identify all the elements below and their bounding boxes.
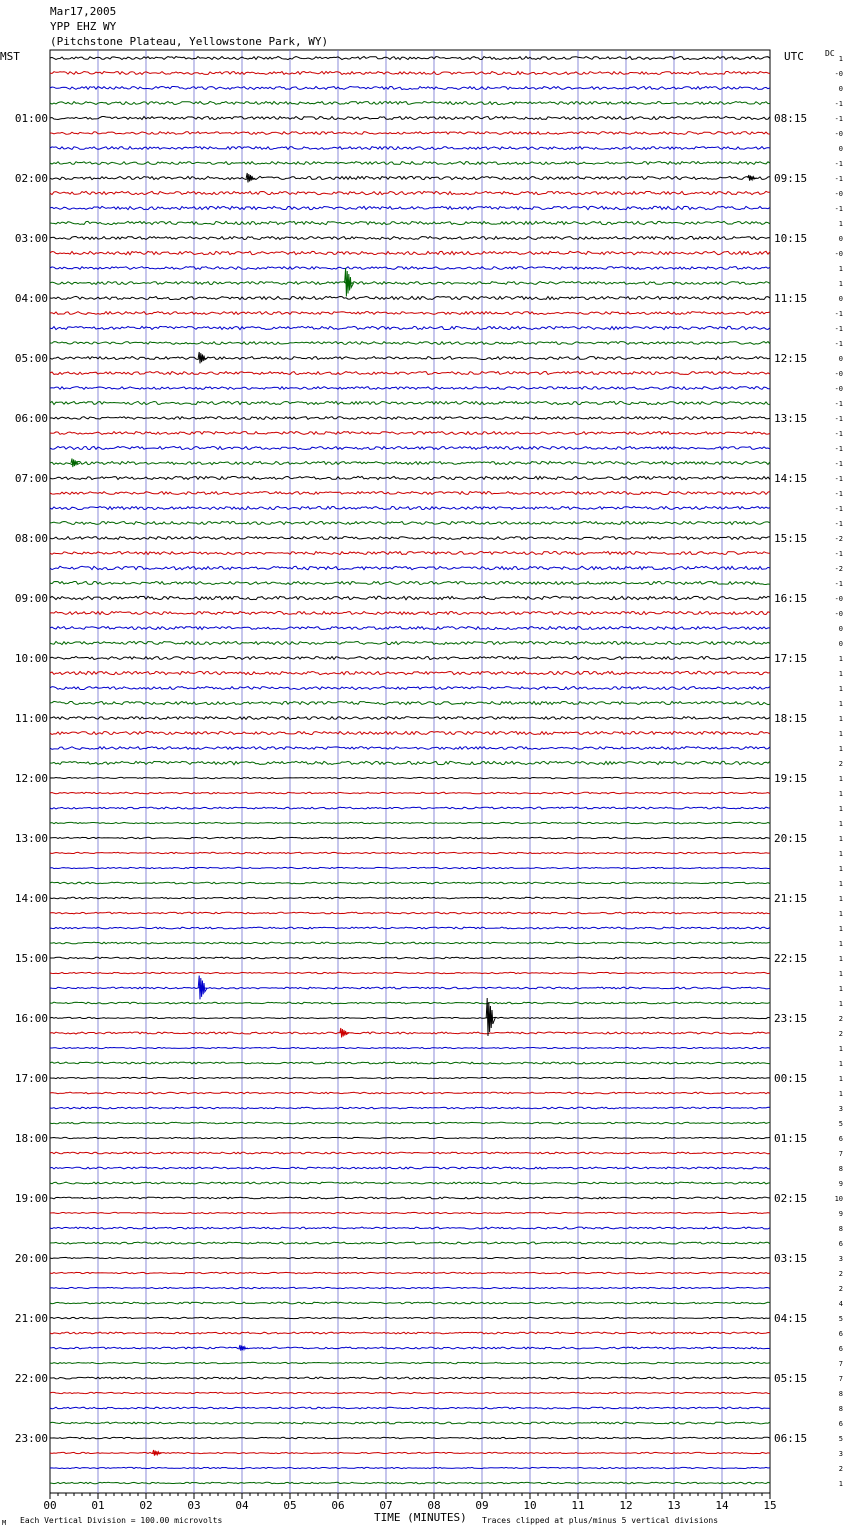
dc-offset-value: 2 <box>838 1270 843 1278</box>
dc-offset-value: 6 <box>838 1135 843 1143</box>
trace-line <box>50 897 770 899</box>
dc-offset-value: -1 <box>834 115 843 123</box>
dc-offset-value: -0 <box>834 190 843 198</box>
trace-line <box>50 582 770 585</box>
dc-offset-value: -1 <box>834 415 843 423</box>
utc-hour-label: 02:15 <box>774 1192 808 1205</box>
dc-offset-value: 10 <box>834 1195 843 1203</box>
x-tick-label: 04 <box>235 1499 249 1512</box>
utc-axis-label: UTC <box>784 50 804 63</box>
dc-offset-value: -0 <box>834 250 843 258</box>
trace-line <box>50 867 770 868</box>
mst-hour-label: 16:00 <box>14 1012 48 1025</box>
mst-hour-label: 02:00 <box>14 172 48 185</box>
dc-offset-value: 0 <box>838 145 843 153</box>
trace-line <box>50 87 770 90</box>
dc-offset-value: 1 <box>838 1075 843 1083</box>
dc-offset-value: 1 <box>838 55 843 63</box>
trace-line <box>50 1077 770 1078</box>
dc-offset-value: -2 <box>834 565 843 573</box>
dc-offset-value: 6 <box>838 1330 843 1338</box>
dc-offset-value: 8 <box>838 1405 843 1413</box>
dc-offset-value: 9 <box>838 1180 843 1188</box>
trace-line <box>50 342 770 345</box>
header-station: YPP EHZ WY <box>50 20 117 33</box>
seismic-event <box>345 268 354 297</box>
trace-line <box>50 717 770 720</box>
trace-line <box>50 1227 770 1229</box>
dc-offset-value: 1 <box>838 655 843 663</box>
mst-hour-label: 22:00 <box>14 1372 48 1385</box>
trace-line <box>50 657 770 660</box>
utc-hour-label: 10:15 <box>774 232 808 245</box>
utc-hour-label: 22:15 <box>774 952 808 965</box>
dc-offset-value: -1 <box>834 445 843 453</box>
dc-offset-value: 1 <box>838 970 843 978</box>
dc-offset-value: 1 <box>838 1480 843 1488</box>
mst-hour-label: 03:00 <box>14 232 48 245</box>
dc-offset-value: 1 <box>838 805 843 813</box>
trace-line <box>50 747 770 750</box>
trace-line <box>50 957 770 959</box>
utc-hour-label: 17:15 <box>774 652 808 665</box>
trace-line <box>50 566 770 569</box>
trace-line <box>50 1092 770 1094</box>
mst-hour-label: 14:00 <box>14 892 48 905</box>
dc-offset-value: 8 <box>838 1390 843 1398</box>
dc-offset-value: 1 <box>838 1000 843 1008</box>
dc-offset-value: 1 <box>838 820 843 828</box>
trace-line <box>50 1377 770 1379</box>
dc-offset-value: -1 <box>834 490 843 498</box>
dc-offset-value: -1 <box>834 460 843 468</box>
dc-offset-value: 1 <box>838 685 843 693</box>
dc-label: DC <box>825 49 835 58</box>
dc-offset-value: 1 <box>838 880 843 888</box>
utc-hour-label: 14:15 <box>774 472 808 485</box>
dc-offset-value: 7 <box>838 1375 843 1383</box>
dc-offset-value: 1 <box>838 1060 843 1068</box>
x-tick-label: 15 <box>763 1499 777 1512</box>
trace-line <box>50 147 770 150</box>
utc-hour-label: 16:15 <box>774 592 808 605</box>
trace-line <box>50 687 770 690</box>
trace-line <box>50 372 770 375</box>
trace-line <box>50 506 770 509</box>
dc-offset-value: 3 <box>838 1450 843 1458</box>
dc-offset-value: 1 <box>838 265 843 273</box>
dc-offset-value: 1 <box>838 700 843 708</box>
dc-offset-value: -1 <box>834 100 843 108</box>
dc-offset-value: 1 <box>838 280 843 288</box>
x-tick-label: 14 <box>715 1499 729 1512</box>
trace-line <box>50 176 770 179</box>
dc-offset-value: 8 <box>838 1165 843 1173</box>
utc-hour-label: 05:15 <box>774 1372 808 1385</box>
mst-axis-label: MST <box>0 50 20 63</box>
trace-line <box>50 552 770 555</box>
mst-hour-label: 08:00 <box>14 532 48 545</box>
plot-frame <box>50 50 770 1493</box>
utc-hour-label: 04:15 <box>774 1312 808 1325</box>
trace-line <box>50 912 770 914</box>
dc-offset-value: 1 <box>838 730 843 738</box>
trace-line <box>50 461 770 464</box>
dc-offset-value: -1 <box>834 175 843 183</box>
dc-offset-value: 2 <box>838 760 843 768</box>
trace-line <box>50 447 770 450</box>
trace-line <box>50 326 770 329</box>
header-location: (Pitchstone Plateau, Yellowstone Park, WY) <box>50 35 329 48</box>
trace-line <box>50 1212 770 1213</box>
trace-line <box>50 731 770 734</box>
dc-offset-value: -1 <box>834 520 843 528</box>
utc-hour-label: 18:15 <box>774 712 808 725</box>
trace-line <box>50 807 770 809</box>
dc-offset-value: -1 <box>834 505 843 513</box>
dc-offset-value: 1 <box>838 220 843 228</box>
dc-offset-value: 1 <box>838 835 843 843</box>
trace-line <box>50 1467 770 1468</box>
trace-line <box>50 1347 770 1349</box>
dc-offset-value: 1 <box>838 895 843 903</box>
mst-hour-label: 19:00 <box>14 1192 48 1205</box>
dc-offset-value: -2 <box>834 535 843 543</box>
dc-offset-value: -0 <box>834 595 843 603</box>
trace-line <box>50 777 770 778</box>
dc-offset-value: -1 <box>834 310 843 318</box>
mst-hour-label: 05:00 <box>14 352 48 365</box>
mst-hour-label: 06:00 <box>14 412 48 425</box>
mst-hour-label: 09:00 <box>14 592 48 605</box>
trace-line <box>50 522 770 525</box>
trace-line <box>50 251 770 254</box>
dc-offset-value: -1 <box>834 430 843 438</box>
dc-offset-value: 2 <box>838 1030 843 1038</box>
mst-hour-label: 13:00 <box>14 832 48 845</box>
x-tick-label: 03 <box>187 1499 201 1512</box>
trace-line <box>50 1017 770 1018</box>
x-tick-label: 12 <box>619 1499 633 1512</box>
dc-offset-value: -1 <box>834 550 843 558</box>
utc-hour-label: 20:15 <box>774 832 808 845</box>
dc-offset-value: -0 <box>834 70 843 78</box>
x-tick-label: 13 <box>667 1499 681 1512</box>
trace-line <box>50 596 770 599</box>
dc-offset-value: 1 <box>838 985 843 993</box>
dc-offset-value: 9 <box>838 1210 843 1218</box>
dc-offset-value: 1 <box>838 955 843 963</box>
trace-line <box>50 837 770 838</box>
trace-line <box>50 492 770 495</box>
x-tick-label: 10 <box>523 1499 537 1512</box>
scale-note: Each Vertical Division = 100.00 microvolts <box>20 1516 223 1525</box>
dc-offset-value: 6 <box>838 1420 843 1428</box>
trace-line <box>50 1272 770 1273</box>
trace-line <box>50 417 770 420</box>
mst-hour-label: 17:00 <box>14 1072 48 1085</box>
trace-line <box>50 671 770 674</box>
trace-line <box>50 132 770 135</box>
mst-hour-label: 10:00 <box>14 652 48 665</box>
corner-mark: M <box>2 1519 7 1527</box>
mst-hour-label: 21:00 <box>14 1312 48 1325</box>
trace-line <box>50 221 770 224</box>
mst-hour-label: 20:00 <box>14 1252 48 1265</box>
trace-line <box>50 57 770 60</box>
x-tick-label: 07 <box>379 1499 393 1512</box>
dc-offset-value: 1 <box>838 715 843 723</box>
trace-line <box>50 1287 770 1288</box>
dc-offset-value: 7 <box>838 1360 843 1368</box>
trace-line <box>50 237 770 240</box>
dc-offset-value: -0 <box>834 610 843 618</box>
trace-line <box>50 972 770 973</box>
trace-line <box>50 1197 770 1199</box>
dc-offset-value: 1 <box>838 790 843 798</box>
trace-line <box>50 1167 770 1169</box>
trace-line <box>50 792 770 794</box>
trace-line <box>50 1137 770 1138</box>
dc-offset-value: 0 <box>838 235 843 243</box>
x-tick-label: 06 <box>331 1499 345 1512</box>
dc-offset-value: -1 <box>834 160 843 168</box>
trace-line <box>50 312 770 315</box>
x-axis-label: TIME (MINUTES) <box>374 1511 467 1524</box>
utc-hour-label: 06:15 <box>774 1432 808 1445</box>
dc-offset-value: 1 <box>838 1045 843 1053</box>
utc-hour-label: 21:15 <box>774 892 808 905</box>
trace-line <box>50 1002 770 1004</box>
trace-line <box>50 1107 770 1109</box>
utc-hour-label: 01:15 <box>774 1132 808 1145</box>
utc-hour-label: 09:15 <box>774 172 808 185</box>
x-tick-label: 00 <box>43 1499 57 1512</box>
trace-line <box>50 401 770 404</box>
mst-hour-label: 04:00 <box>14 292 48 305</box>
trace-line <box>50 1407 770 1409</box>
x-tick-label: 05 <box>283 1499 297 1512</box>
trace-line <box>50 761 770 764</box>
mst-hour-label: 12:00 <box>14 772 48 785</box>
dc-offset-value: 5 <box>838 1435 843 1443</box>
dc-offset-value: 1 <box>838 865 843 873</box>
trace-line <box>50 1482 770 1483</box>
trace-line <box>50 117 770 120</box>
trace-line <box>50 1362 770 1363</box>
mst-hour-label: 01:00 <box>14 112 48 125</box>
seismic-event <box>198 976 207 1000</box>
utc-hour-label: 11:15 <box>774 292 808 305</box>
x-tick-label: 01 <box>91 1499 105 1512</box>
utc-hour-label: 03:15 <box>774 1252 808 1265</box>
trace-line <box>50 882 770 884</box>
seismic-event <box>71 459 80 468</box>
dc-offset-value: 1 <box>838 910 843 918</box>
seismic-event <box>246 173 255 183</box>
trace-line <box>50 432 770 435</box>
dc-offset-value: 1 <box>838 670 843 678</box>
x-tick-label: 02 <box>139 1499 153 1512</box>
trace-line <box>50 987 770 989</box>
dc-offset-value: -1 <box>834 400 843 408</box>
trace-line <box>50 612 770 615</box>
trace-line <box>50 1047 770 1048</box>
trace-line <box>50 191 770 194</box>
header-date: Mar17,2005 <box>50 5 117 18</box>
dc-offset-value: 4 <box>838 1300 843 1308</box>
trace-line <box>50 537 770 540</box>
x-tick-label: 09 <box>475 1499 489 1512</box>
dc-offset-value: 8 <box>838 1225 843 1233</box>
trace-line <box>50 102 770 105</box>
mst-hour-label: 18:00 <box>14 1132 48 1145</box>
trace-line <box>50 701 770 704</box>
x-tick-label: 08 <box>427 1499 441 1512</box>
trace-line <box>50 1152 770 1154</box>
dc-offset-value: -0 <box>834 385 843 393</box>
trace-line <box>50 641 770 644</box>
trace-line <box>50 1242 770 1244</box>
trace-line <box>50 852 770 853</box>
mst-hour-label: 23:00 <box>14 1432 48 1445</box>
dc-offset-value: 3 <box>838 1105 843 1113</box>
dc-offset-value: 2 <box>838 1285 843 1293</box>
dc-offset-value: -1 <box>834 580 843 588</box>
utc-hour-label: 12:15 <box>774 352 808 365</box>
dc-offset-value: -0 <box>834 130 843 138</box>
trace-line <box>50 267 770 270</box>
dc-offset-value: 6 <box>838 1240 843 1248</box>
dc-offset-value: -1 <box>834 340 843 348</box>
trace-line <box>50 1392 770 1393</box>
mst-hour-label: 15:00 <box>14 952 48 965</box>
trace-line <box>50 162 770 165</box>
dc-offset-value: 2 <box>838 1015 843 1023</box>
trace-line <box>50 1032 770 1034</box>
trace-line <box>50 1182 770 1184</box>
mst-hour-label: 07:00 <box>14 472 48 485</box>
trace-line <box>50 206 770 209</box>
x-tick-label: 11 <box>571 1499 585 1512</box>
trace-line <box>50 627 770 630</box>
dc-offset-value: 0 <box>838 85 843 93</box>
dc-offset-value: -1 <box>834 325 843 333</box>
dc-offset-value: 0 <box>838 640 843 648</box>
trace-line <box>50 387 770 390</box>
trace-line <box>50 296 770 299</box>
trace-line <box>50 1332 770 1334</box>
dc-offset-value: 1 <box>838 925 843 933</box>
utc-hour-label: 00:15 <box>774 1072 808 1085</box>
trace-line <box>50 1302 770 1304</box>
trace-line <box>50 1062 770 1064</box>
trace-line <box>50 822 770 823</box>
trace-line <box>50 1122 770 1124</box>
dc-offset-value: 2 <box>838 1465 843 1473</box>
dc-offset-value: -1 <box>834 205 843 213</box>
dc-offset-value: 1 <box>838 775 843 783</box>
dc-offset-value: 3 <box>838 1255 843 1263</box>
dc-offset-value: 0 <box>838 625 843 633</box>
trace-line <box>50 927 770 929</box>
dc-offset-value: 0 <box>838 295 843 303</box>
trace-line <box>50 476 770 479</box>
dc-offset-value: 5 <box>838 1315 843 1323</box>
dc-offset-value: 1 <box>838 850 843 858</box>
dc-offset-value: 7 <box>838 1150 843 1158</box>
dc-offset-value: 1 <box>838 745 843 753</box>
dc-offset-value: 6 <box>838 1345 843 1353</box>
utc-hour-label: 19:15 <box>774 772 808 785</box>
dc-offset-value: -1 <box>834 475 843 483</box>
dc-offset-value: 5 <box>838 1120 843 1128</box>
dc-offset-value: 1 <box>838 1090 843 1098</box>
utc-hour-label: 08:15 <box>774 112 808 125</box>
trace-line <box>50 1437 770 1438</box>
dc-offset-value: 1 <box>838 940 843 948</box>
dc-offset-value: 0 <box>838 355 843 363</box>
seismic-event <box>198 352 207 363</box>
trace-line <box>50 282 770 285</box>
mst-hour-label: 11:00 <box>14 712 48 725</box>
trace-line <box>50 1422 770 1424</box>
utc-hour-label: 13:15 <box>774 412 808 425</box>
trace-line <box>50 1257 770 1258</box>
utc-hour-label: 15:15 <box>774 532 808 545</box>
trace-line <box>50 72 770 75</box>
utc-hour-label: 23:15 <box>774 1012 808 1025</box>
dc-offset-value: -0 <box>834 370 843 378</box>
trace-line <box>50 1317 770 1318</box>
trace-line <box>50 357 770 360</box>
trace-line <box>50 942 770 944</box>
clip-note: Traces clipped at plus/minus 5 vertical divisions <box>482 1516 719 1525</box>
